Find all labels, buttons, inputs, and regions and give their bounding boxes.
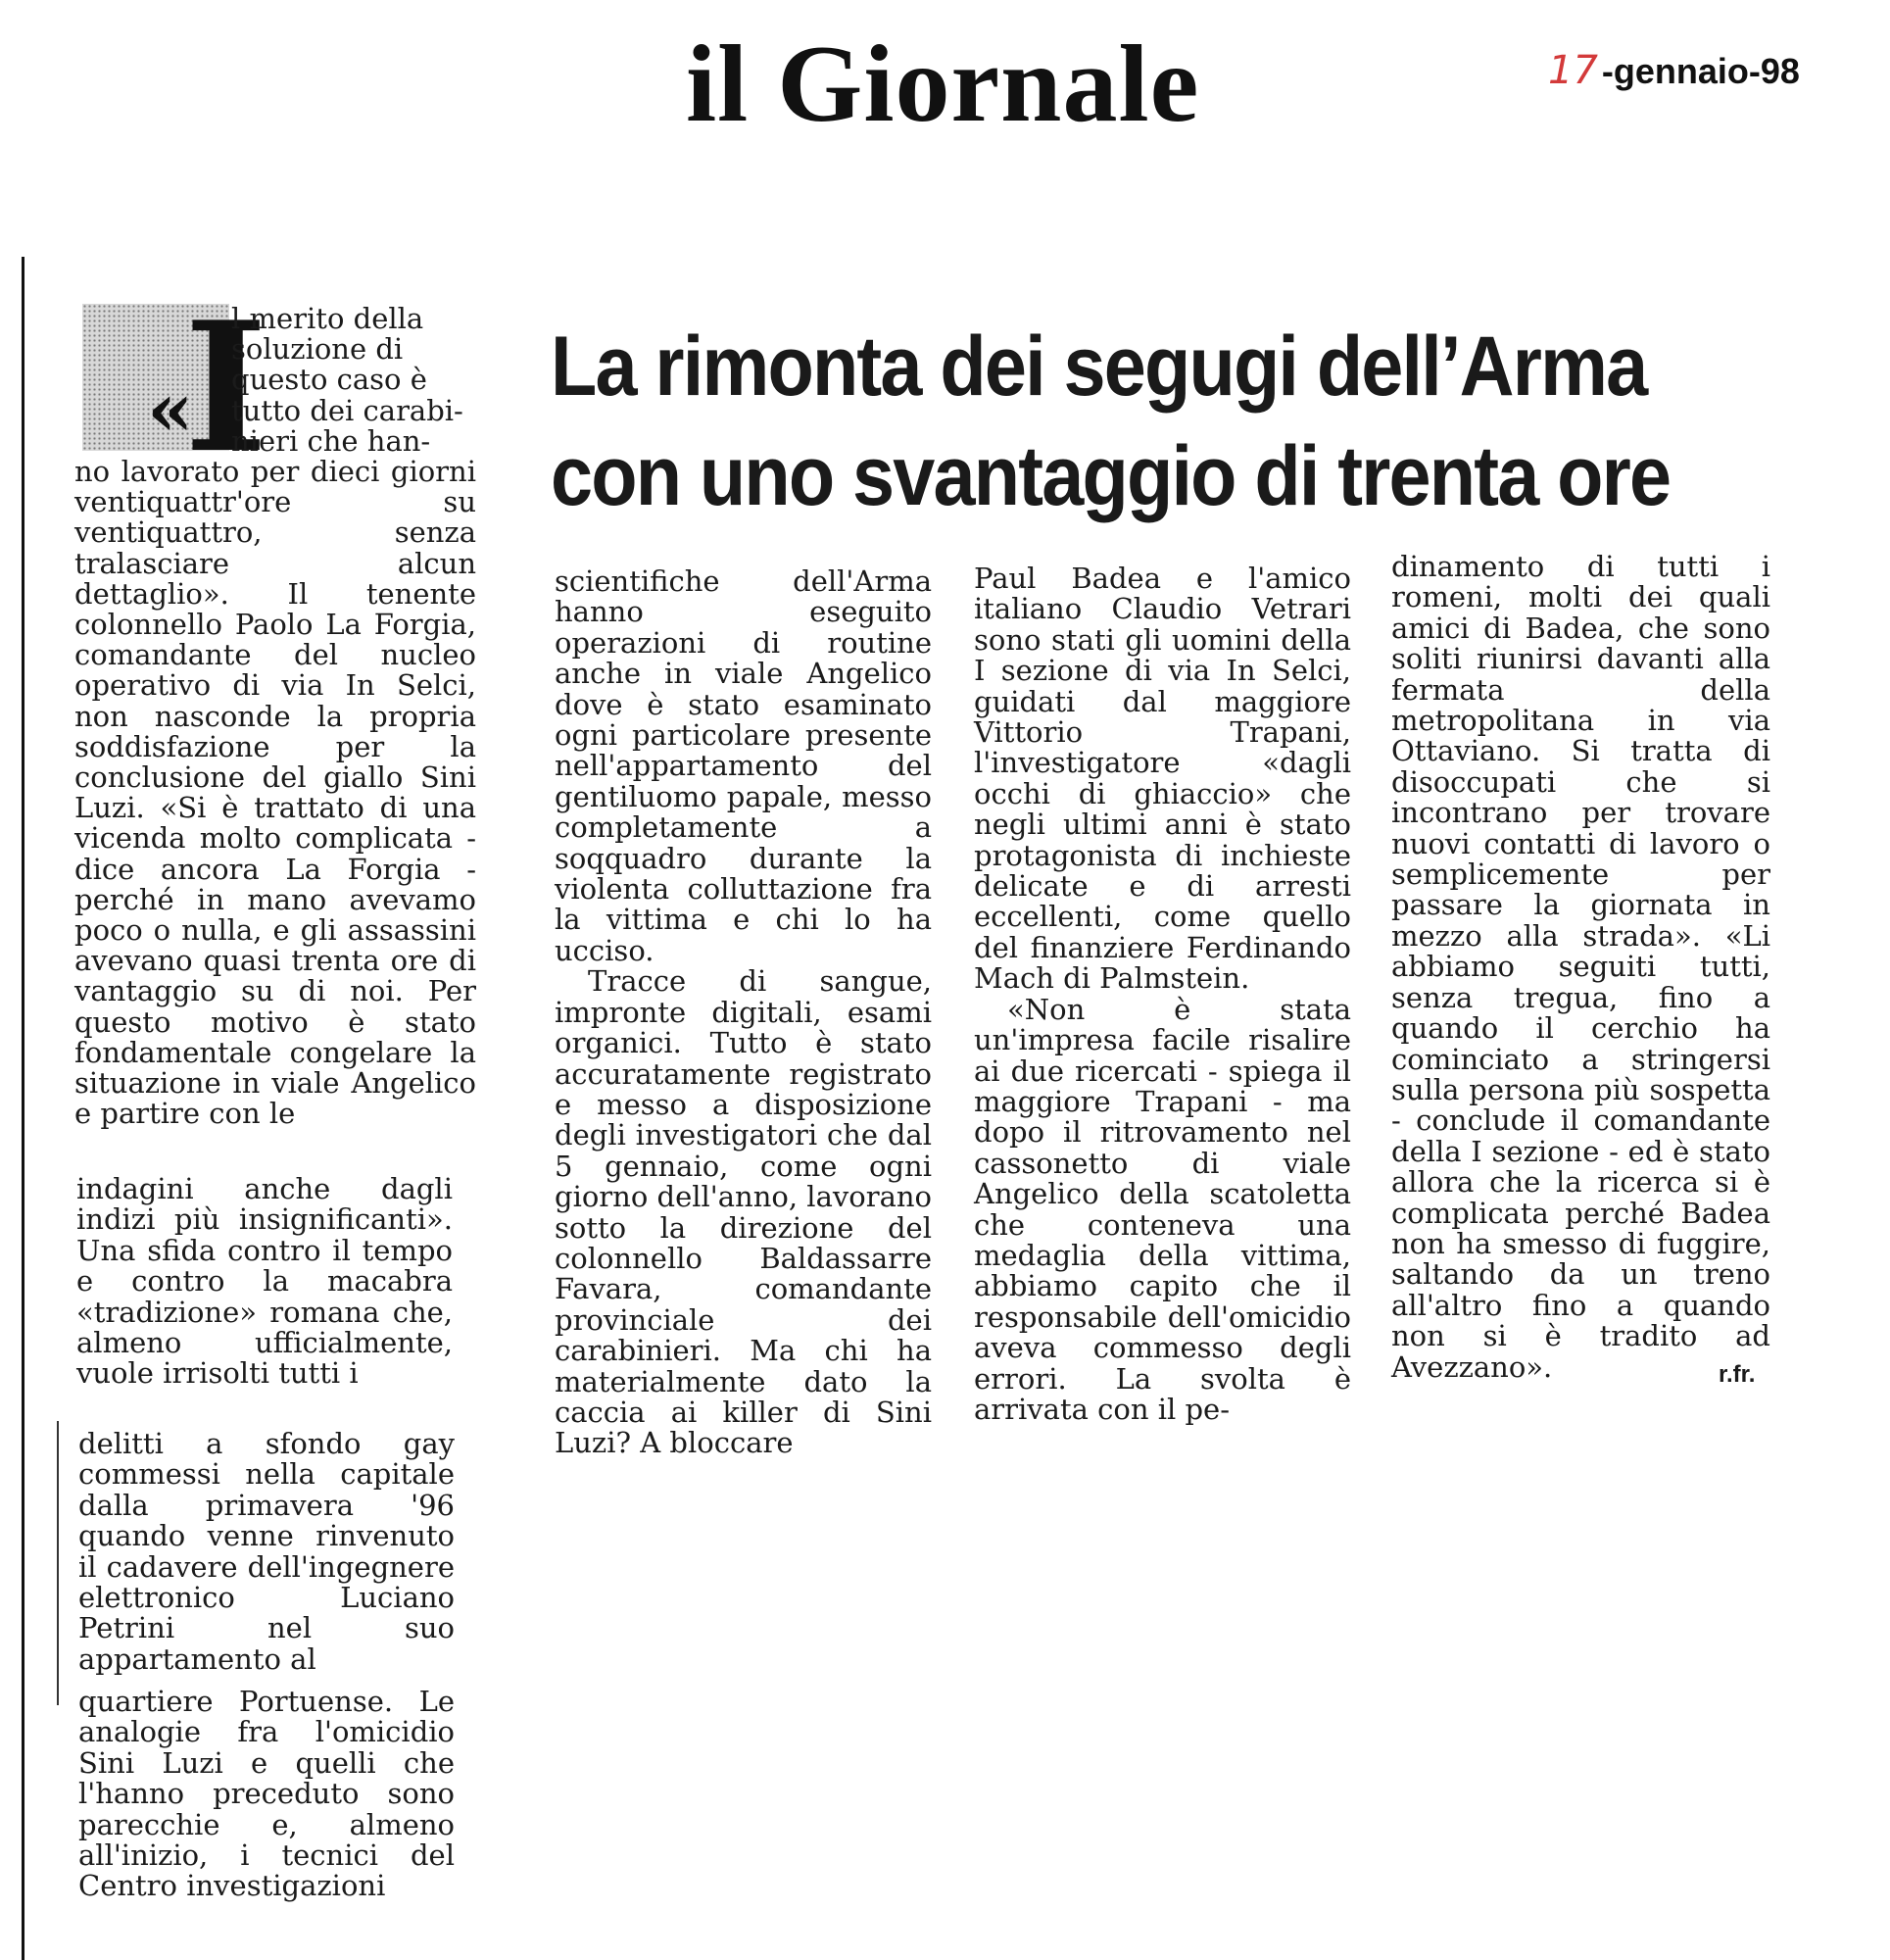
dropcap-quote-mark: « [147,366,194,453]
clipping-left-edge-lower [57,1421,59,1705]
article-paragraph: dinamento di tutti i romeni, molti dei quali amici di Badea, che sono soliti riunirsi davanti alla fermata della metropolitana in via Ottaviano. Si tratta di disoccupati che si incontrano per trovare nuovi contatti di lavoro o semplicemente per passare la giornata in mezzo alla strada». «Li abbiamo seguiti tutti, senza tregua, fino a quando il cerchio ha cominciato a stringersi sulla persona più sospetta - conclude il comandante della I sezione - ed è stato allora che la ricerca si è complicata perché Badea non ha smesso di fuggire, saltando da un treno all'altro fino a quando non si è tradito ad Avezzano». [1391,550,1770,1384]
intro-line: tutto dei carabi- [231,393,463,427]
article-paragraph: indagini anche dagli indizi più insignificanti». Una sfida contro il tempo e contro la macabra «tradizione» romana che, almeno ufficialmente, vuole irrisolti tutti i [76,1172,453,1391]
author-signature: r.fr. [1719,1361,1756,1388]
dropcap-letter: I [184,282,268,492]
article-column-1-fragment-3 [78,1429,455,1675]
article-column-3 [974,564,1351,1425]
article-column-1-top [74,304,476,1129]
date-day-handwritten: 17 [1548,48,1598,93]
article-paragraph: «Non è stata un'impresa facile risalire ai due ricercati - spiega il maggiore Trapani - ma dopo il ritrovamento nel cassonetto di viale Angelico della scatoletta che conteneva una medaglia della vittima, abbiamo capito che il responsabile dell'omicidio aveva commesso degli errori. La svolta è arrivata con il pe- [974,992,1351,1426]
article-headline [551,312,1671,531]
article-column-1-fragment-2 [76,1174,453,1390]
clipping-left-edge [22,257,24,1960]
article-paragraph: Paul Badea e l'amico italiano Claudio Vetrari sono stati gli uomini della I sezione di via In Selci, guidati dal maggiore Vittorio Trapani, l'investigatore «dagli occhi di ghiaccio» che negli ultimi anni è stato protagonista di inchieste delicate e di arresti eccellenti, come quello del finanziere Ferdinando Mach di Palmstein. [974,562,1351,996]
article-paragraph: no lavorato per dieci giorni ventiquattr'ore su ventiquattro, senza tralasciare alcun dettaglio». Il tenente colonnello Paolo La Forgia, comandante del nucleo operativo di via In Selci, non nasconde la propria soddisfazione per la conclusione del giallo Sini Luzi. «Si è trattato di una vicenda molto complicata - dice ancora La Forgia - perché in mano avevamo poco o nulla, e gli assassini avevano quasi trenta ore di vantaggio su di noi. Per questo motivo è stato fondamentale congelare la situazione in viale Angelico e partire con le [74,455,476,1131]
newspaper-masthead: il Giornale [686,24,1200,145]
headline-line-2: con uno svantaggio di trenta ore [551,429,1671,523]
article-column-1-fragment-4 [78,1687,455,1902]
article-paragraph: Tracce di sangue, impronte digitali, esami organici. Tutto è stato accuratamente registrato e messo a disposizione degli investigatori che dal 5 gennaio, come ogni giorno dell'anno, lavorano sotto la direzione del colonnello Baldassarre Favara, comandante provinciale dei carabinieri. Ma chi ha materialmente dato la caccia ai killer di Sini Luzi? A bloccare [555,964,933,1460]
article-paragraph: scientifiche dell'Arma hanno eseguito operazioni di routine anche in viale Angelico dove è stato esaminato ogni particolare presente nell'appartamento del gentiluomo papale, messo completamente a soqquadro durante la violenta colluttazione fra la vittima e chi lo ha ucciso. [555,564,932,967]
publication-date [1548,48,1800,93]
article-column-4 [1391,552,1770,1383]
article-column-2 [555,566,932,1459]
article-paragraph: delitti a sfondo gay commessi nella capitale dalla primavera '96 quando venne rinvenuto il cadavere dell'ingegnere elettronico Luciano Petrini nel suo appartamento al [78,1427,455,1676]
article-paragraph: quartiere Portuense. Le analogie fra l'omicidio Sini Luzi e quelli che l'hanno preceduto sono parecchie e, almeno all'inizio, i tecnici del Centro investigazioni [78,1685,455,1903]
intro-line: nieri che han- [231,423,431,458]
intro-line: soluzione di [231,332,404,367]
date-month-year: -gennaio-98 [1601,51,1800,91]
intro-line: questo caso è [231,363,427,397]
headline-line-1: La rimonta dei segugi dell’Arma [551,319,1647,414]
intro-line: l merito della [231,302,424,335]
